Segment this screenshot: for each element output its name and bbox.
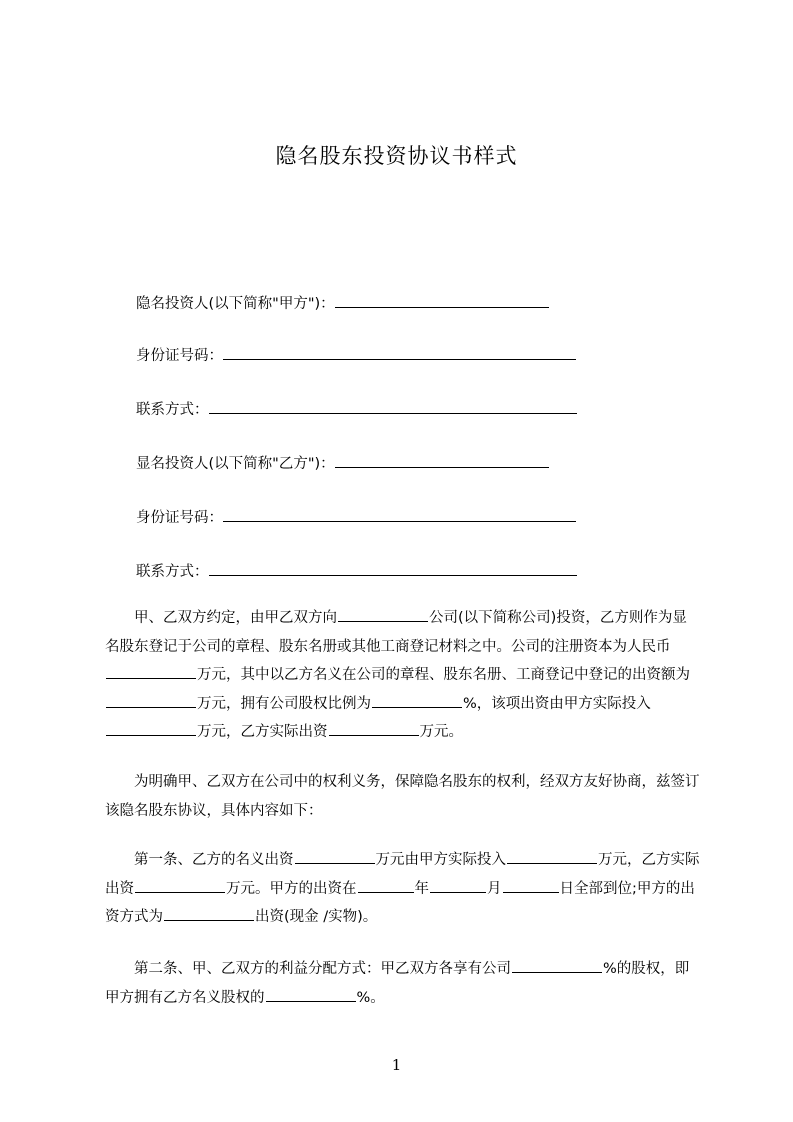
contact-blank-1[interactable] [209,398,577,414]
para1-text-6: 万元，乙方实际出资 [197,724,328,740]
day-blank[interactable] [503,878,559,893]
para3-text-6: 月 [487,880,502,897]
contact-label-2: 联系方式： [136,564,209,580]
named-investor-label: 显名投资人(以下简称"乙方")： [136,456,335,472]
id-number-field-1 [136,344,576,366]
contribution-amount-blank[interactable] [106,693,196,708]
id-number-field-2 [136,506,576,528]
para1-text-3: 万元，其中以乙方名义在公司的章程、股东名册、工商登记中登记的出资额为 [197,667,690,683]
para1-text-1: 甲、乙双方约定，由甲乙双方向 [134,610,337,626]
id-number-blank-1[interactable] [223,344,576,360]
para3-text-4: 万元。甲方的出资在 [226,880,357,897]
id-number-label-1: 身份证号码： [136,348,223,364]
para1-text-4: 万元，拥有公司股权比例为 [197,695,371,712]
party-a-investment-blank[interactable] [106,721,196,736]
party-b-actual-blank[interactable] [135,878,225,893]
para4-text-1: 第二条、甲、乙双方的利益分配方式：甲乙双方各享有公司 [134,961,511,977]
year-blank[interactable] [358,878,414,893]
hidden-investor-label: 隐名投资人(以下简称"甲方")： [136,296,335,312]
party-a-share-blank[interactable] [266,987,356,1002]
hidden-investor-field [136,292,549,314]
party-b-investment-blank[interactable] [329,721,419,736]
para4-text-3: %。 [356,989,385,1006]
investment-paragraph [105,604,700,747]
article-two-paragraph [105,955,700,1012]
para3-text-1: 第一条、乙方的名义出资 [134,852,294,868]
actual-investment-blank[interactable] [507,849,597,864]
para2-text: 为明确甲、乙双方在公司中的权利义务，保障隐名股东的权利，经双方友好协商，兹签订该隐名股东协议，具体内容如下： [105,774,700,819]
hidden-investor-blank[interactable] [335,292,549,308]
para3-text-7: 日全部到位;甲方的出资方式为 [105,880,695,925]
contact-field-2 [136,560,577,582]
nominal-contribution-blank[interactable] [295,849,375,864]
para1-text-5: %，该项出资由甲方实际投入 [463,695,651,712]
document-title: 隐名股东投资协议书样式 [275,144,518,168]
para3-text-3: 万元，乙方实际出资 [105,852,700,897]
para4-text-2: %的股权，即甲方拥有乙方名义股权的 [105,961,690,1006]
article-one-paragraph [105,846,700,932]
para1-text-7: 万元。 [419,724,463,740]
page-number: 1 [391,1056,402,1074]
month-blank[interactable] [430,878,486,893]
registered-capital-blank[interactable] [106,664,196,679]
contribution-method-blank[interactable] [164,906,254,921]
company-name-blank[interactable] [338,607,428,622]
para1-text-2: 公司(以下简称公司)投资，乙方则作为显名股东登记于公司的章程、股东名册或其他工商登记材料之中。公司的注册资本为人民币 [105,610,687,655]
para3-text-8: 出资(现金 /实物)。 [255,909,378,925]
contact-field-1 [136,398,577,420]
purpose-paragraph [105,768,700,825]
named-investor-field [136,452,549,474]
contact-blank-2[interactable] [209,560,577,576]
equity-ratio-blank[interactable] [372,693,462,708]
named-investor-blank[interactable] [335,452,549,468]
shared-equity-blank[interactable] [512,958,602,973]
id-number-blank-2[interactable] [223,506,576,522]
id-number-label-2: 身份证号码： [136,510,223,526]
para3-text-5: 年 [414,880,429,897]
contact-label-1: 联系方式： [136,402,209,418]
para3-text-2: 万元由甲方实际投入 [375,852,506,868]
